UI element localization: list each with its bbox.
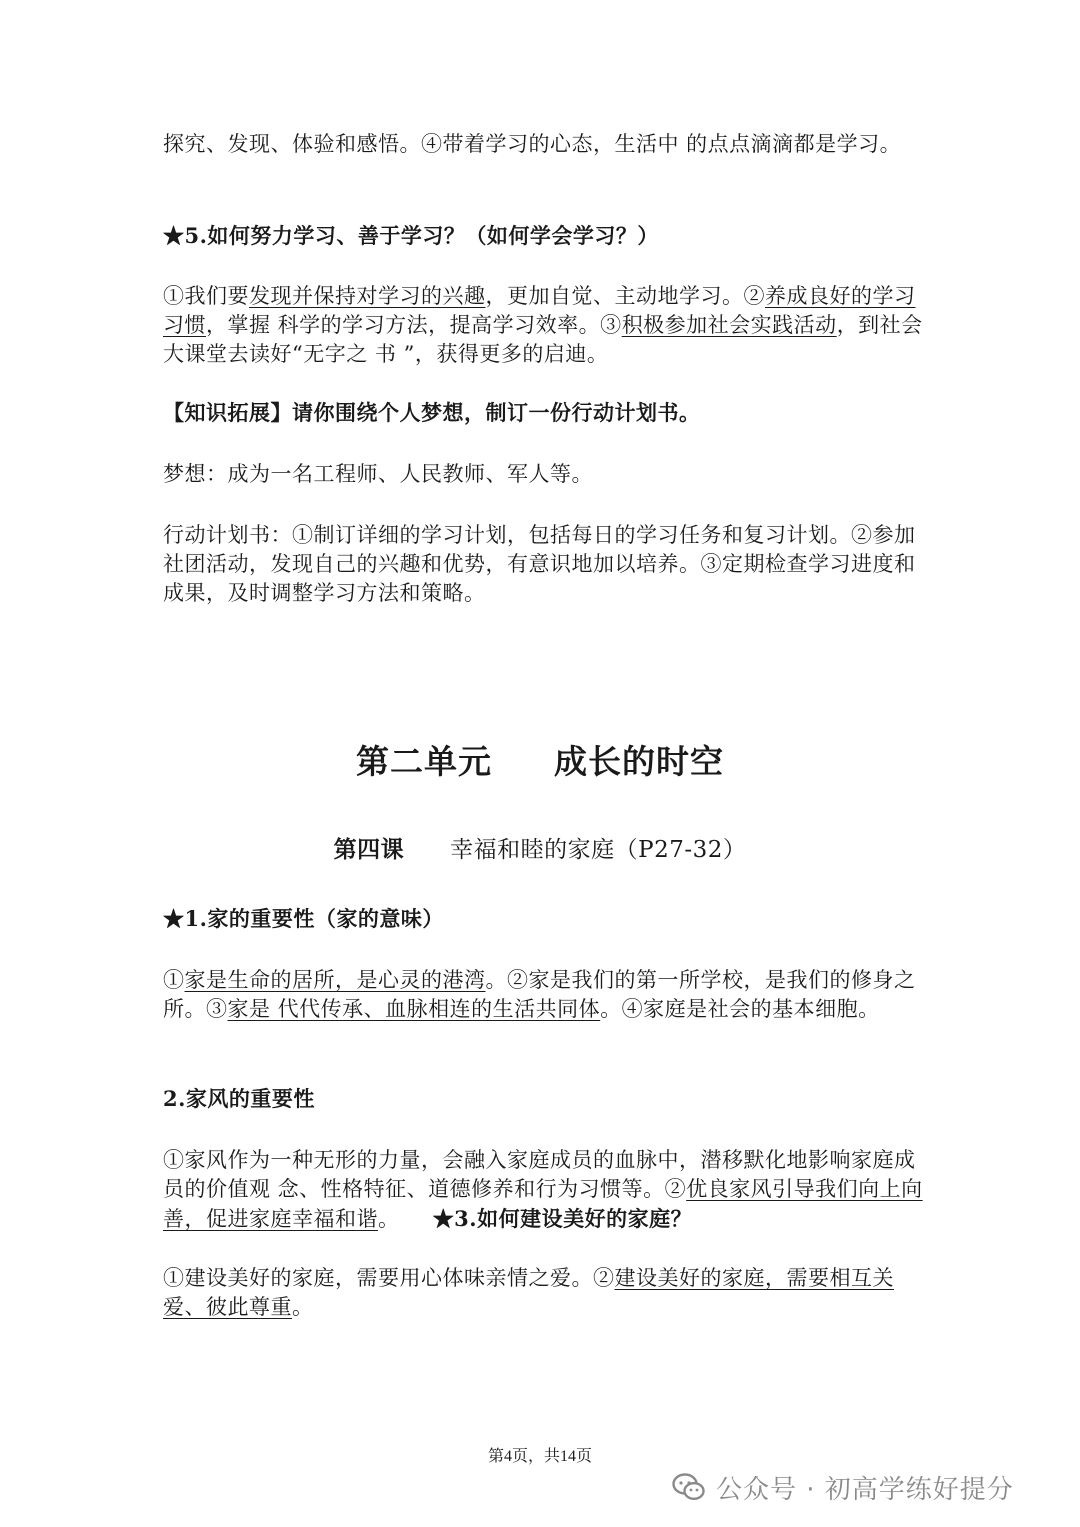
key-point: 家是 代代传承、血脉相连的生活共同体 <box>227 997 601 1021</box>
watermark <box>672 1467 1014 1507</box>
heading-question-2: 2.家风的重要性 <box>163 1086 315 1111</box>
answer-text: ，更加自觉、主动地学习。② <box>485 284 765 308</box>
answer-question-2 <box>163 1146 923 1234</box>
answer-question-1 <box>163 966 923 1024</box>
answer-text: ①家风作为一种无形的力量，会融入家庭成员的血脉中，潜移默化地影响家庭成员的价值观 念、性格特征、道德修养和行为习惯等。② <box>163 1148 916 1201</box>
wechat-icon <box>672 1472 706 1502</box>
answer-question-3 <box>163 1264 923 1322</box>
watermark-text: 公众号 · 初高学练好提分 <box>716 1474 1014 1505</box>
key-point: 建设美好的家庭，需要相互关爱、彼此尊重 <box>163 1266 894 1319</box>
answer-text: ①建设美好的家庭，需要用心体味亲情之爱。② <box>163 1266 615 1290</box>
key-point: 优良家风引导我们向上向善，促进家庭幸福和谐 <box>163 1177 923 1231</box>
answer-text: 。②家是我们的第一所学校，是我们的修身之所。③ <box>163 968 916 1021</box>
unit-title <box>0 736 1080 783</box>
key-point: 发现并保持对学习的兴趣 <box>249 284 486 308</box>
paragraph-text: 探究、发现、体验和感悟。④带着学习的心态，生活中 的点点滴滴都是学习。 <box>163 132 902 156</box>
answer-text: 。④家庭是社会的基本细胞。 <box>600 997 880 1021</box>
heading-knowledge-extension: 【知识拓展】请你围绕个人梦想，制订一份行动计划书。 <box>163 400 701 425</box>
lesson-name: 幸福和睦的家庭（P27-32） <box>450 837 747 863</box>
answer-text: 。 <box>378 1207 400 1231</box>
heading-question-1: ★1.家的重要性（家的意味） <box>163 906 444 931</box>
unit-number: 第二单元 <box>356 742 492 781</box>
key-point: 积极参加社会实践活动 <box>621 313 837 337</box>
answer-text: 。 <box>292 1295 314 1319</box>
lesson-number: 第四课 <box>333 836 405 863</box>
heading-question-3: ★3.如何建设美好的家庭？ <box>432 1206 693 1231</box>
page-number: 第4页，共14页 <box>487 1448 592 1465</box>
answer-text: ①我们要 <box>163 284 249 308</box>
key-point: 家是生命的居所，是心灵的港湾 <box>184 968 486 992</box>
paragraph-dream: 梦想：成为一名工程师、人民教师、军人等。 <box>163 462 593 486</box>
answer-text: ，到社会大课堂去读好“无字之 书 ”，获得更多的启迪。 <box>163 313 923 366</box>
lesson-title <box>0 831 1080 864</box>
unit-name: 成长的时空 <box>554 742 724 781</box>
answer-question-5 <box>163 282 923 369</box>
answer-text: ，掌握 科学的学习方法，提高学习效率。③ <box>206 313 622 337</box>
heading-question-5: ★5.如何努力学习、善于学习？（如何学会学习？） <box>163 223 659 248</box>
paragraph-learning-attitude <box>163 130 923 159</box>
key-point: 养成良好的学习习惯 <box>163 284 916 337</box>
answer-text: ① <box>163 968 185 992</box>
paragraph-action-plan: 行动计划书：①制订详细的学习计划，包括每日的学习任务和复习计划。②参加社团活动，发现自己的兴趣和优势，有意识地加以培养。③定期检查学习进度和成果，及时调整学习方法和策略。 <box>163 523 916 605</box>
